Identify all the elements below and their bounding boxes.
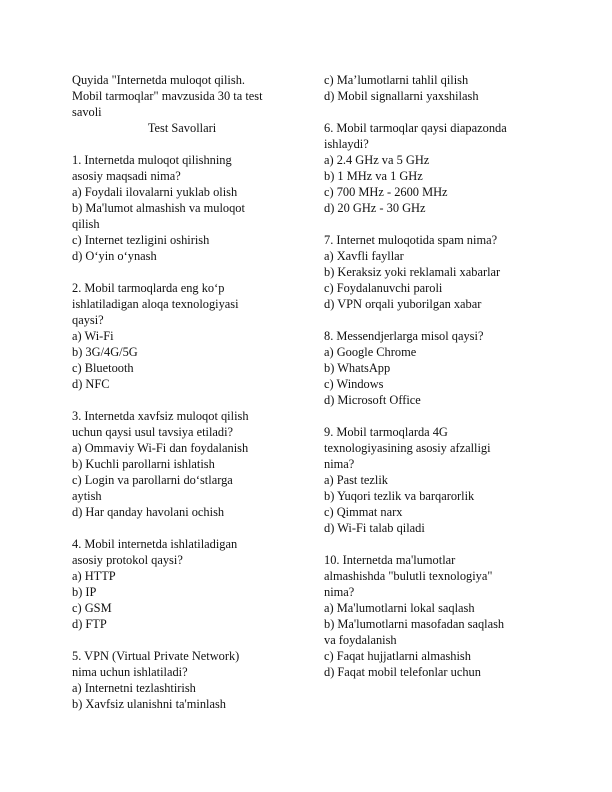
question-text: uchun qaysi usul tavsiya etiladi? [72, 425, 234, 439]
answer-option: c) Faqat hujjatlarni almashish [324, 649, 471, 663]
answer-option: a) Wi-Fi [72, 329, 114, 343]
answer-option: c) Windows [324, 377, 384, 391]
answer-option: d) O‘yin o‘ynash [72, 249, 157, 263]
answer-option: a) Internetni tezlashtirish [72, 681, 196, 695]
answer-option: a) Ma'lumotlarni lokal saqlash [324, 601, 475, 615]
question-text: 6. Mobil tarmoqlar qaysi diapazonda [324, 121, 507, 135]
question-text: almashishda "bulutli texnologiya" [324, 569, 493, 583]
answer-option: d) Har qanday havolani ochish [72, 505, 225, 519]
section-heading: Test Savollari [147, 121, 217, 135]
answer-option: b) 3G/4G/5G [72, 345, 138, 359]
intro-line: Quyida "Internetda muloqot qilish. [72, 73, 245, 87]
question-text: 3. Internetda xavfsiz muloqot qilish [72, 409, 249, 423]
question-text: 1. Internetda muloqot qilishning [72, 153, 232, 167]
answer-option: c) GSM [72, 601, 112, 615]
answer-option: c) Login va parollarni do‘stlarga [72, 473, 233, 487]
spacer [72, 520, 294, 536]
answer-option: d) Microsoft Office [324, 393, 421, 407]
spacer [324, 216, 546, 232]
question-text: 5. VPN (Virtual Private Network) [72, 649, 240, 663]
answer-option: d) Faqat mobil telefonlar uchun [324, 665, 481, 679]
answer-option: c) Internet tezligini oshirish [72, 233, 210, 247]
answer-option: d) Mobil signallarni yaxshilash [324, 89, 479, 103]
question-text: nima uchun ishlatiladi? [72, 665, 188, 679]
answer-option: a) Past tezlik [324, 473, 388, 487]
left-column [72, 72, 294, 712]
answer-option: a) 2.4 GHz va 5 GHz [324, 153, 430, 167]
answer-option: b) WhatsApp [324, 361, 391, 375]
answer-option: d) VPN orqali yuborilgan xabar [324, 297, 482, 311]
question-text: ishlatiladigan aloqa texnologiyasi [72, 297, 239, 311]
answer-option: a) Ommaviy Wi-Fi dan foydalanish [72, 441, 249, 455]
question-block [324, 424, 546, 536]
answer-option: c) Foydalanuvchi paroli [324, 281, 443, 295]
answer-option: b) Yuqori tezlik va barqarorlik [324, 489, 475, 503]
spacer [324, 312, 546, 328]
answer-option: c) 700 MHz - 2600 MHz [324, 185, 448, 199]
spacer [72, 392, 294, 408]
question-text: 7. Internet muloqotida spam nima? [324, 233, 498, 247]
spacer [72, 136, 294, 152]
question-text: asosiy maqsadi nima? [72, 169, 181, 183]
question-block [72, 648, 294, 712]
answer-option: aytish [72, 489, 102, 503]
question-text: 2. Mobil tarmoqlarda eng ko‘p [72, 281, 225, 295]
answer-option: a) Foydali ilovalarni yuklab olish [72, 185, 238, 199]
question-text: ishlaydi? [324, 137, 369, 151]
answer-option: qilish [72, 217, 100, 231]
answer-option: b) Keraksiz yoki reklamali xabarlar [324, 265, 501, 279]
question-text: 4. Mobil internetda ishlatiladigan [72, 537, 238, 551]
answer-option: va foydalanish [324, 633, 397, 647]
question-text: 8. Messendjerlarga misol qaysi? [324, 329, 484, 343]
question-block [324, 120, 546, 216]
question-text: asosiy protokol qaysi? [72, 553, 183, 567]
question-text: 9. Mobil tarmoqlarda 4G [324, 425, 448, 439]
answer-option: a) Xavfli fayllar [324, 249, 404, 263]
question-block [72, 408, 294, 520]
answer-option: c) Ma’lumotlarni tahlil qilish [324, 73, 469, 87]
question-text: nima? [324, 585, 355, 599]
answer-option: c) Bluetooth [72, 361, 134, 375]
answer-option: c) Qimmat narx [324, 505, 403, 519]
answer-option: b) IP [72, 585, 97, 599]
spacer [324, 536, 546, 552]
intro-line: Mobil tarmoqlar" mavzusida 30 ta test [72, 89, 263, 103]
spacer [324, 408, 546, 424]
spacer [72, 264, 294, 280]
answer-option: d) Wi-Fi talab qiladi [324, 521, 425, 535]
answer-option: b) Ma'lumot almashish va muloqot [72, 201, 245, 215]
answer-option: b) Kuchli parollarni ishlatish [72, 457, 215, 471]
question-block [324, 328, 546, 408]
question-block [72, 152, 294, 264]
question-text: 10. Internetda ma'lumotlar [324, 553, 456, 567]
spacer [72, 632, 294, 648]
intro-line: savoli [72, 105, 102, 119]
answer-option: b) Ma'lumotlarni masofadan saqlash [324, 617, 505, 631]
spacer [324, 104, 546, 120]
answer-option: b) 1 MHz va 1 GHz [324, 169, 423, 183]
question-text: nima? [324, 457, 355, 471]
right-column [324, 72, 546, 680]
question-text: qaysi? [72, 313, 104, 327]
answer-option: d) FTP [72, 617, 107, 631]
question-block [324, 232, 546, 312]
question-block [72, 280, 294, 392]
answer-option: d) 20 GHz - 30 GHz [324, 201, 426, 215]
question-text: texnologiyasining asosiy afzalligi [324, 441, 491, 455]
answer-option: a) Google Chrome [324, 345, 417, 359]
question-block [324, 552, 546, 680]
answer-option: b) Xavfsiz ulanishni ta'minlash [72, 697, 226, 711]
question-block [72, 536, 294, 632]
answer-option: d) NFC [72, 377, 110, 391]
answer-option: a) HTTP [72, 569, 116, 583]
